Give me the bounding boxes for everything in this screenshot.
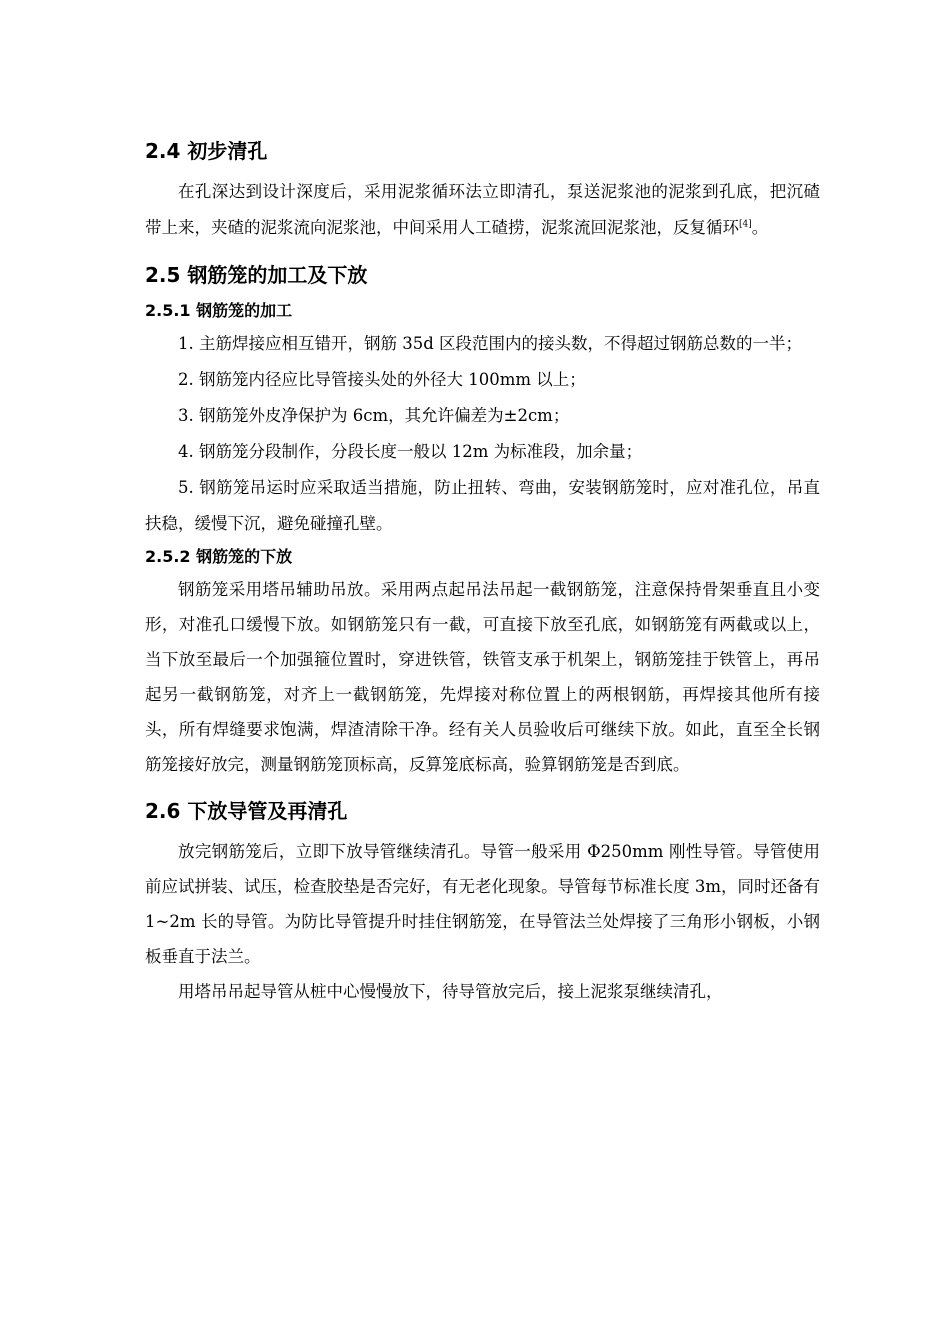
section-heading-2-6: 2.6 下放导管及再清孔 xyxy=(145,799,348,823)
list-item: 3. 钢筋笼外皮净保护为 6cm，其允许偏差为±2cm； xyxy=(178,406,570,425)
paragraph-end: 。 xyxy=(751,218,769,237)
list-item: 5. 钢筋笼吊运时应采取适当措施，防止扭转、弯曲，安装钢筋笼时，应对准孔位，吊直扶稳，缓慢下沉，避免碰撞孔壁。 xyxy=(145,478,820,533)
list-item: 2. 钢筋笼内径应比导管接头处的外径大 100mm 以上； xyxy=(178,370,586,389)
citation-ref: [4] xyxy=(739,219,752,230)
list-item: 4. 钢筋笼分段制作，分段长度一般以 12m 为标准段，加余量； xyxy=(178,442,643,461)
subsection-heading-2-5-2: 2.5.2 钢筋笼的下放 xyxy=(145,547,293,566)
document-body xyxy=(145,134,820,1009)
paragraph-initial-cleaning xyxy=(145,174,820,246)
list-item: 1. 主筋焊接应相互错开，钢筋 35d 区段范围内的接头数，不得超过钢筋总数的一半； xyxy=(178,334,803,353)
section-heading-2-4: 2.4 初步清孔 xyxy=(145,139,268,163)
section-heading-2-5: 2.5 钢筋笼的加工及下放 xyxy=(145,263,368,287)
paragraph-conduit-1: 放完钢筋笼后，立即下放导管继续清孔。导管一般采用 Φ250mm 刚性导管。导管使用前应试拼装、试压，检查胶垫是否完好，有无老化现象。导管每节标准长度 3m，同时还备有 1~2m 长的导管。为防比导管提升时挂住钢筋笼，在导管法兰处焊接了三角形小钢板，小钢板垂直于法兰。 xyxy=(145,842,820,966)
paragraph-cage-lowering: 钢筋笼采用塔吊辅助吊放。采用两点起吊法吊起一截钢筋笼，注意保持骨架垂直且小变形，对准孔口缓慢下放。如钢筋笼只有一截，可直接下放至孔底，如钢筋笼有两截或以上，当下放至最后一个加强箍位置时，穿进铁管，铁管支承于机架上，钢筋笼挂于铁管上，再吊起另一截钢筋笼，对齐上一截钢筋笼，先焊接对称位置上的两根钢筋，再焊接其他所有接头，所有焊缝要求饱满，焊渣清除干净。经有关人员验收后可继续下放。如此，直至全长钢筋笼接好放完，测量钢筋笼顶标高，反算笼底标高，验算钢筋笼是否到底。 xyxy=(145,580,820,774)
subsection-heading-2-5-1: 2.5.1 钢筋笼的加工 xyxy=(145,301,293,320)
paragraph-conduit-2: 用塔吊吊起导管从桩中心慢慢放下，待导管放完后，接上泥浆泵继续清孔， xyxy=(178,982,723,1001)
paragraph-text: 在孔深达到设计深度后，采用泥浆循环法立即清孔，泵送泥浆池的泥浆到孔底，把沉碴带上来，夹碴的泥浆流向泥浆池，中间采用人工碴捞，泥浆流回泥浆池，反复循环 xyxy=(145,182,820,237)
